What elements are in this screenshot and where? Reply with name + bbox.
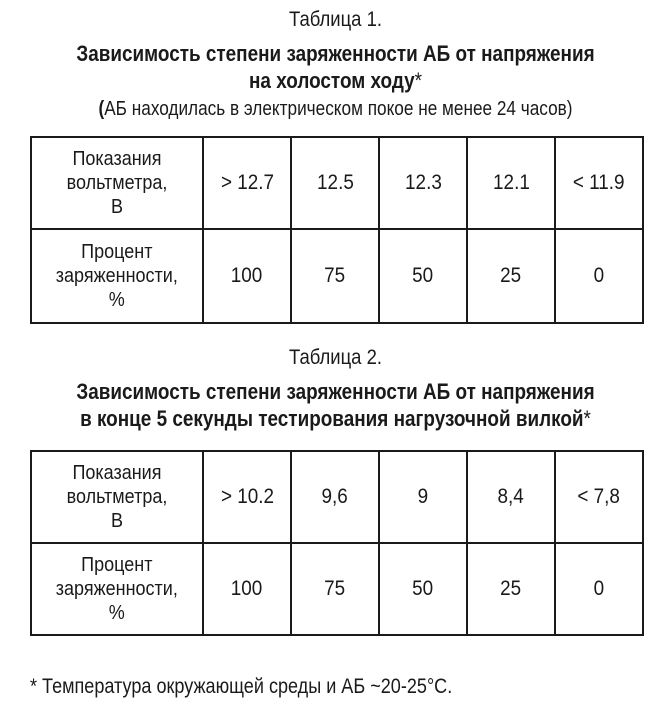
table1-caption: Таблица 1.	[288, 8, 383, 31]
table-cell-text: > 12.7	[220, 171, 274, 194]
table-cell	[467, 543, 555, 635]
table1-row-voltage	[31, 137, 643, 229]
table1-title-line2-text: на холостом ходу	[248, 68, 415, 93]
table-cell-text: 12.1	[492, 171, 530, 194]
table-cell	[379, 451, 467, 543]
table-cell	[291, 229, 379, 323]
table-cell	[467, 451, 555, 543]
table-cell-text: 75	[324, 577, 346, 600]
table1-row-header-text: Процент заряженности, %	[55, 241, 179, 311]
table-cell	[379, 543, 467, 635]
table-cell-text: 50	[412, 577, 434, 600]
table-cell	[555, 451, 643, 543]
table-cell	[203, 229, 291, 323]
table-cell	[291, 543, 379, 635]
table-cell-text: < 7,8	[577, 485, 621, 508]
table-cell	[291, 137, 379, 229]
table-cell-text: < 11.9	[573, 171, 625, 194]
table2	[30, 450, 644, 636]
table-cell-text: 100	[231, 577, 263, 600]
table-cell-text: 25	[500, 264, 522, 287]
table-cell	[379, 229, 467, 323]
table-cell-text: 8,4	[497, 485, 525, 508]
table2-row-percent	[31, 543, 643, 635]
table1-title-line1: Зависимость степени заряженности АБ от напряжения	[76, 41, 595, 66]
table-cell-text: 12.3	[404, 171, 442, 194]
table-cell-text: 100	[231, 264, 263, 287]
table2-title-line2-text: в конце 5 секунды тестирования нагрузочной вилкой	[80, 406, 584, 431]
table-cell	[203, 137, 291, 229]
table1-row-header-text: Показания вольтметра, В	[66, 148, 168, 218]
table1-row-header	[31, 229, 203, 323]
table2-row-header	[31, 543, 203, 635]
table2-title-asterisk: *	[583, 406, 591, 431]
table1-row-header	[31, 137, 203, 229]
table-cell-text: 12.5	[316, 171, 354, 194]
table-cell-text: > 10.2	[220, 485, 274, 508]
table-cell-text: 9,6	[321, 485, 349, 508]
footnote: * Температура окружающей среды и АБ ~20-25°С.	[30, 675, 453, 698]
table2-row-voltage	[31, 451, 643, 543]
table2-row-header	[31, 451, 203, 543]
table-cell	[555, 543, 643, 635]
table2-caption: Таблица 2.	[288, 346, 383, 369]
table-cell-text: 9	[417, 485, 429, 508]
table1-note-paren: (	[98, 98, 105, 120]
table-cell-text: 0	[593, 264, 605, 287]
table2-row-header-text: Показания вольтметра, В	[66, 462, 168, 532]
table-cell	[467, 229, 555, 323]
table2-title-line2	[47, 405, 624, 432]
table-cell	[203, 543, 291, 635]
table-cell	[291, 451, 379, 543]
table1	[30, 136, 644, 324]
table-cell-text: 75	[324, 264, 346, 287]
table-cell-text: 0	[593, 577, 605, 600]
table-cell-text: 25	[500, 577, 522, 600]
table1-note-text: АБ находилась в электрическом покое не менее 24 часов)	[104, 98, 573, 120]
table2-title-line1: Зависимость степени заряженности АБ от напряжения	[76, 379, 595, 404]
table-cell	[555, 229, 643, 323]
table1-title-asterisk: *	[414, 68, 422, 93]
table-cell	[467, 137, 555, 229]
table1-note	[47, 97, 624, 121]
table1-title-line2	[47, 67, 624, 94]
table2-row-header-text: Процент заряженности, %	[55, 554, 179, 624]
table-cell	[203, 451, 291, 543]
table-cell-text: 50	[412, 264, 434, 287]
table-cell	[379, 137, 467, 229]
table-cell	[555, 137, 643, 229]
table1-row-percent	[31, 229, 643, 323]
